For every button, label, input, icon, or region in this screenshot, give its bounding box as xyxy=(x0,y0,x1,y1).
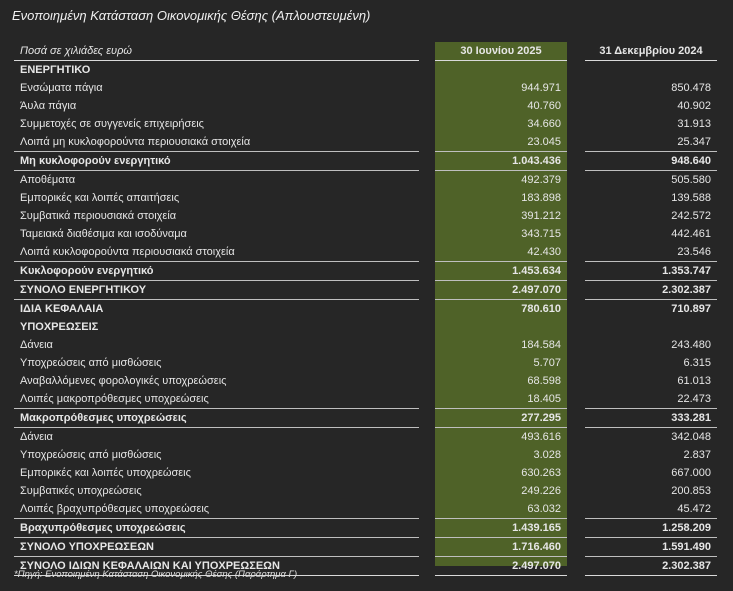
value-2024: 6.315 xyxy=(683,357,711,369)
table-row xyxy=(14,79,717,97)
value-2024: 139.588 xyxy=(671,192,711,204)
table-row xyxy=(14,171,717,190)
table-row xyxy=(14,428,717,447)
row-label: Αναβαλλόμενες φορολογικές υποχρεώσεις xyxy=(20,375,227,387)
row-label: Εμπορικές και λοιπές απαιτήσεις xyxy=(20,192,180,204)
value-2024: 45.472 xyxy=(585,500,717,519)
table-row xyxy=(14,262,717,281)
table-row xyxy=(14,464,717,482)
row-label: Συμβατικές υποχρεώσεις xyxy=(20,485,142,497)
value-2025: 63.032 xyxy=(435,500,567,519)
value-2024 xyxy=(585,61,717,80)
table-row xyxy=(14,482,717,500)
row-label: ΣΥΝΟΛΟ ΕΝΕΡΓΗΤΙΚΟΥ xyxy=(14,281,419,300)
value-2024: 2.837 xyxy=(683,449,711,461)
value-2024: 342.048 xyxy=(671,431,711,443)
value-2025: 3.028 xyxy=(533,449,561,461)
value-2024: 1.353.747 xyxy=(585,262,717,281)
table-row xyxy=(14,500,717,519)
table-row xyxy=(14,152,717,171)
value-2024: 1.591.490 xyxy=(585,538,717,557)
table-header-row xyxy=(14,42,717,61)
value-2024: 2.302.387 xyxy=(585,281,717,300)
value-2024: 667.000 xyxy=(671,467,711,479)
value-2025: 42.430 xyxy=(435,243,567,262)
table-row xyxy=(14,519,717,538)
value-2025 xyxy=(435,61,567,80)
value-2025: 630.263 xyxy=(521,467,561,479)
row-label: Βραχυπρόθεσμες υποχρεώσεις xyxy=(14,519,419,538)
value-2024: 442.461 xyxy=(671,228,711,240)
value-2025: 492.379 xyxy=(521,174,561,186)
table-row xyxy=(14,97,717,115)
value-2025: 34.660 xyxy=(527,118,561,130)
table-row xyxy=(14,133,717,152)
row-label: Ταμειακά διαθέσιμα και ισοδύναμα xyxy=(20,228,187,240)
table-row xyxy=(14,281,717,300)
value-2024: 22.473 xyxy=(585,390,717,409)
table-row xyxy=(14,243,717,262)
value-2024: 243.480 xyxy=(671,339,711,351)
value-2025: 1.716.460 xyxy=(435,538,567,557)
value-2025: 68.598 xyxy=(527,375,561,387)
row-label: Λοιπές βραχυπρόθεσμες υποχρεώσεις xyxy=(14,500,419,519)
value-2025: 183.898 xyxy=(521,192,561,204)
value-2024: 1.258.209 xyxy=(585,519,717,538)
value-2025: 343.715 xyxy=(521,228,561,240)
value-2025: 1.439.165 xyxy=(435,519,567,538)
table-row xyxy=(14,207,717,225)
value-2024: 948.640 xyxy=(585,152,717,171)
table-row xyxy=(14,390,717,409)
value-2025: 1.043.436 xyxy=(435,152,567,171)
page-title: Ενοποιημένη Κατάσταση Οικονομικής Θέσης (Απλουστευμένη) xyxy=(12,8,371,23)
table-body xyxy=(14,61,717,576)
value-2024: 23.546 xyxy=(585,243,717,262)
value-2025: 1.453.634 xyxy=(435,262,567,281)
row-label: Δάνεια xyxy=(20,339,53,351)
table-row xyxy=(14,189,717,207)
row-label: ΕΝΕΡΓΗΤΙΚΟ xyxy=(20,64,91,76)
value-2025: 277.295 xyxy=(435,409,567,428)
source-footnote: *Πηγή: Ενοποιημένη Κατάσταση Οικονομικής Θέσης (Παράρτημα Γ) xyxy=(14,569,298,580)
table-row xyxy=(14,61,717,80)
table-row xyxy=(14,318,717,336)
row-label: Κυκλοφορούν ενεργητικό xyxy=(14,262,419,281)
table-row xyxy=(14,115,717,133)
value-2025: 493.616 xyxy=(521,431,561,443)
value-2025: 5.707 xyxy=(533,357,561,369)
row-label: Άυλα πάγια xyxy=(20,100,77,112)
value-2024: 710.897 xyxy=(671,303,711,315)
row-label: Δάνεια xyxy=(20,431,53,443)
value-2024: 31.913 xyxy=(677,118,711,130)
table-row xyxy=(14,336,717,354)
row-label: ΣΥΝΟΛΟ ΙΔΙΩΝ ΚΕΦΑΛΑΙΩΝ ΚΑΙ ΥΠΟΧΡΕΩΣΕΩΝ xyxy=(14,557,419,576)
value-2025: 780.610 xyxy=(521,303,561,315)
row-label: Μη κυκλοφορούν ενεργητικό xyxy=(14,152,419,171)
balance-sheet-table xyxy=(14,42,717,576)
value-2024: 25.347 xyxy=(585,133,717,152)
row-label: Εμπορικές και λοιπές υποχρεώσεις xyxy=(20,467,191,479)
value-2025: 944.971 xyxy=(521,82,561,94)
value-2024: 505.580 xyxy=(671,174,711,186)
table-row xyxy=(14,300,717,319)
value-2025: 18.405 xyxy=(435,390,567,409)
row-label: Υποχρεώσεις από μισθώσεις xyxy=(20,357,162,369)
value-2025: 23.045 xyxy=(435,133,567,152)
row-label: ΙΔΙΑ ΚΕΦΑΛΑΙΑ xyxy=(20,303,104,315)
row-label: Ενσώματα πάγια xyxy=(20,82,103,94)
table-row xyxy=(14,538,717,557)
value-2025: 40.760 xyxy=(527,100,561,112)
table-row xyxy=(14,372,717,390)
row-label: Αποθέματα xyxy=(20,174,76,186)
table-row xyxy=(14,409,717,428)
value-2024: 242.572 xyxy=(671,210,711,222)
column-header-2024: 31 Δεκεμβρίου 2024 xyxy=(585,42,717,61)
row-label: Συμμετοχές σε συγγενείς επιχειρήσεις xyxy=(20,118,204,130)
table-row xyxy=(14,354,717,372)
balance-sheet xyxy=(14,42,717,576)
value-2024: 850.478 xyxy=(671,82,711,94)
row-label: Λοιπά μη κυκλοφορούντα περιουσιακά στοιχεία xyxy=(14,133,419,152)
row-label: ΥΠΟΧΡΕΩΣΕΙΣ xyxy=(20,321,99,333)
row-label: Λοιπά κυκλοφορούντα περιουσιακά στοιχεία xyxy=(14,243,419,262)
value-2024: 200.853 xyxy=(671,485,711,497)
value-2025: 2.497.070 xyxy=(435,281,567,300)
column-header-2025: 30 Ιουνίου 2025 xyxy=(435,42,567,61)
units-label: Ποσά σε χιλιάδες ευρώ xyxy=(14,42,419,61)
row-label: Υποχρεώσεις από μισθώσεις xyxy=(20,449,162,461)
row-label: Λοιπές μακροπρόθεσμες υποχρεώσεις xyxy=(14,390,419,409)
value-2025: 2.497.070 xyxy=(435,557,567,576)
value-2024: 40.902 xyxy=(677,100,711,112)
value-2025: 184.584 xyxy=(521,339,561,351)
table-row xyxy=(14,446,717,464)
value-2025 xyxy=(435,318,567,336)
row-label: Συμβατικά περιουσιακά στοιχεία xyxy=(20,210,177,222)
value-2024 xyxy=(585,318,717,336)
row-label: Μακροπρόθεσμες υποχρεώσεις xyxy=(14,409,419,428)
value-2025: 249.226 xyxy=(521,485,561,497)
value-2025: 391.212 xyxy=(521,210,561,222)
value-2024: 2.302.387 xyxy=(585,557,717,576)
row-label: ΣΥΝΟΛΟ ΥΠΟΧΡΕΩΣΕΩΝ xyxy=(14,538,419,557)
value-2024: 61.013 xyxy=(677,375,711,387)
table-row xyxy=(14,225,717,243)
value-2024: 333.281 xyxy=(585,409,717,428)
